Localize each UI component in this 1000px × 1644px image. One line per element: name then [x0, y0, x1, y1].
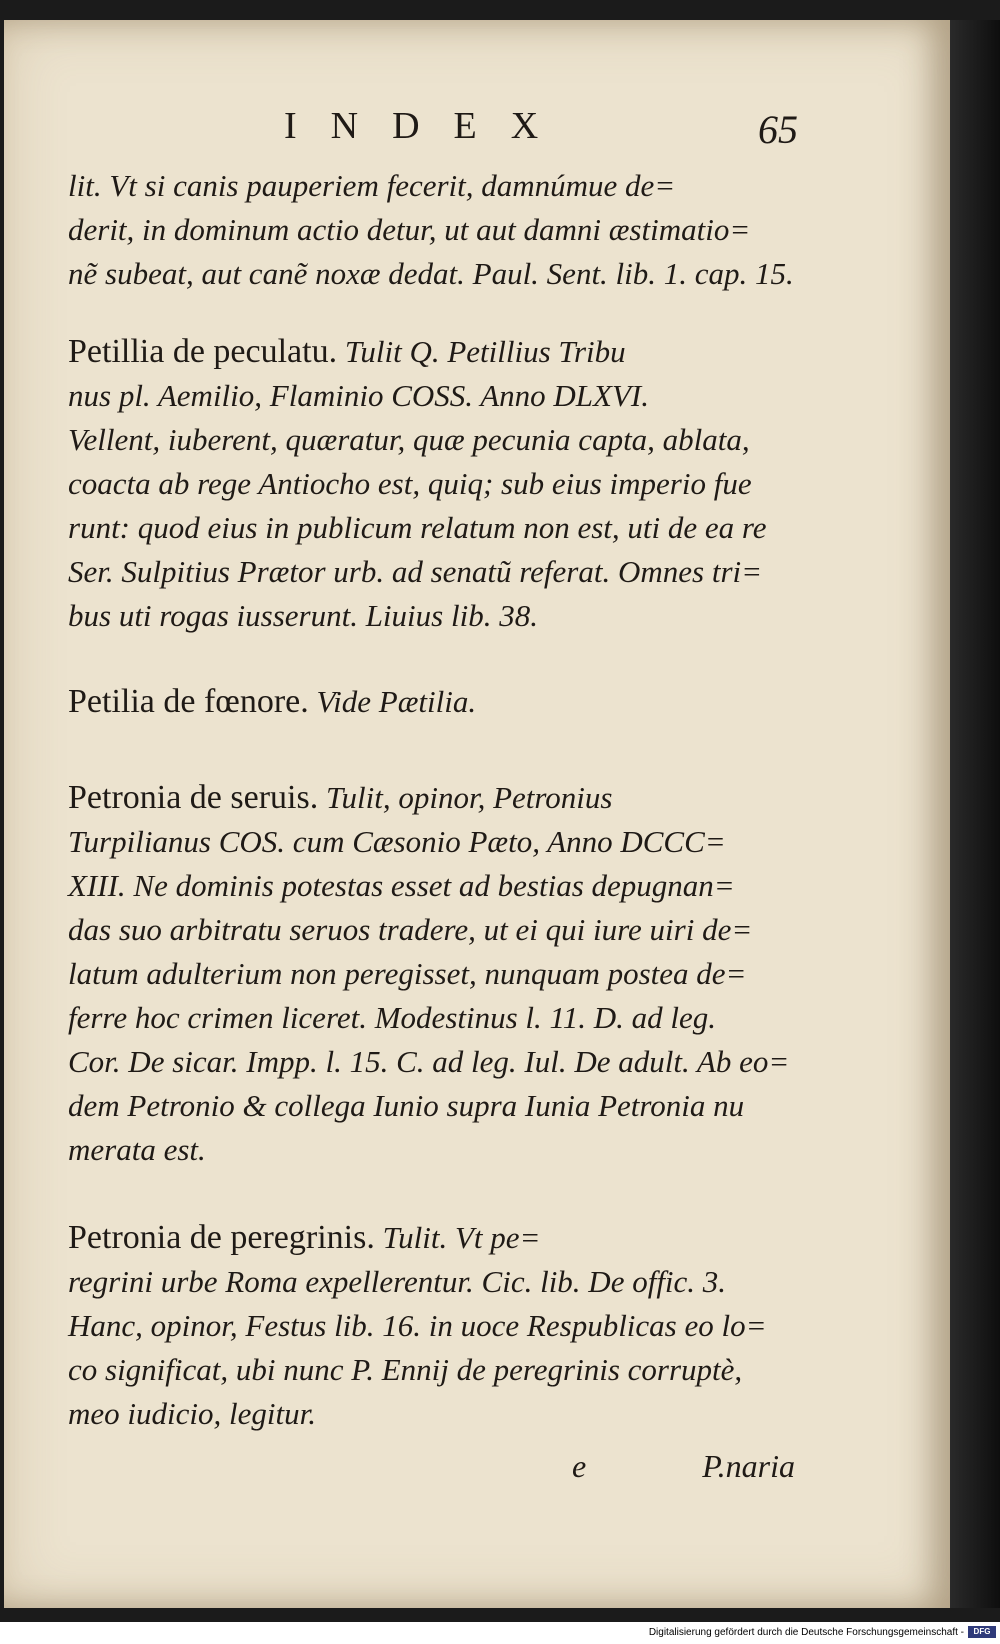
page-number: 65	[758, 107, 798, 152]
entry-heading: Petillia de peculatu.	[68, 333, 338, 370]
text-line: lit. Vt si canis pauperiem fecerit, damnúmue de=	[68, 168, 676, 203]
text-line: Hanc, opinor, Festus lib. 16. in uoce Respublicas eo lo=	[68, 1308, 767, 1343]
entry-heading: Petronia de peregrinis.	[68, 1219, 375, 1256]
text-line: latum adulterium non peregisset, nunquam postea de=	[68, 956, 747, 991]
running-head: INDEX	[284, 105, 573, 147]
entry-heading: Petronia de seruis.	[68, 779, 319, 816]
text-line: derit, in dominum actio detur, ut aut damni æstimatio=	[68, 212, 751, 247]
entry-petillia-de-peculatu	[68, 330, 828, 638]
text-line: merata est.	[68, 1132, 206, 1167]
text-line: runt: quod eius in publicum relatum non est, uti de ea re	[68, 510, 767, 545]
text-line: Vellent, iuberent, quæratur, quæ pecunia capta, ablata,	[68, 422, 750, 457]
text-line: Tulit. Vt pe=	[382, 1220, 541, 1255]
text-line: co significat, ubi nunc P. Ennij de peregrinis corruptè,	[68, 1352, 743, 1387]
entry-heading: Petilia de fœnore.	[68, 683, 309, 720]
text-line: Cor. De sicar. Impp. l. 15. C. ad leg. Iul. De adult. Ab eo=	[68, 1044, 790, 1079]
text-line: Ser. Sulpitius Prætor urb. ad senatũ referat. Omnes tri=	[68, 554, 763, 589]
entry-petronia-de-seruis	[68, 776, 828, 1172]
footer-text: Digitalisierung gefördert durch die Deutsche Forschungsgemeinschaft -	[648, 1627, 964, 1638]
text-line: regrini urbe Roma expellerentur. Cic. lib. De offic. 3.	[68, 1264, 727, 1299]
text-line: ferre hoc crimen liceret. Modestinus l. 11. D. ad leg.	[68, 1000, 716, 1035]
catchword	[572, 1448, 832, 1485]
entry-petilia-de-foenore	[68, 680, 828, 724]
text-line: nẽ subeat, aut canẽ noxæ dedat. Paul. Sent. lib. 1. cap. 15.	[68, 256, 794, 291]
entry-continuation	[68, 164, 828, 296]
text-line: das suo arbitratu seruos tradere, ut ei qui iure uiri de=	[68, 912, 753, 947]
text-line: coacta ab rege Antiocho est, quiq; sub eius imperio fue	[68, 466, 752, 501]
text-line: Tulit Q. Petillius Tribu	[344, 334, 626, 369]
text-line: nus pl. Aemilio, Flaminio COSS. Anno DLXVI.	[68, 378, 649, 413]
signature-mark: e	[572, 1448, 587, 1484]
text-line: XIII. Ne dominis potestas esset ad bestias depugnan=	[68, 868, 735, 903]
text-line: meo iudicio, legitur.	[68, 1396, 316, 1431]
text-line: Turpilianus COS. cum Cæsonio Pæto, Anno DCCC=	[68, 824, 726, 859]
funding-footer	[0, 1622, 1000, 1644]
text-line: Tulit, opinor, Petronius	[325, 780, 613, 815]
catchword-text: P.naria	[702, 1448, 795, 1484]
text-line: Vide Pætilia.	[316, 684, 477, 719]
text-line: dem Petronio & collega Iunio supra Iunia Petronia nu	[68, 1088, 745, 1123]
book-page	[4, 20, 950, 1608]
dfg-logo: DFG	[968, 1626, 996, 1638]
text-line: bus uti rogas iusserunt. Liuius lib. 38.	[68, 598, 538, 633]
entry-petronia-de-peregrinis	[68, 1216, 828, 1436]
book-spine	[950, 20, 1000, 1608]
